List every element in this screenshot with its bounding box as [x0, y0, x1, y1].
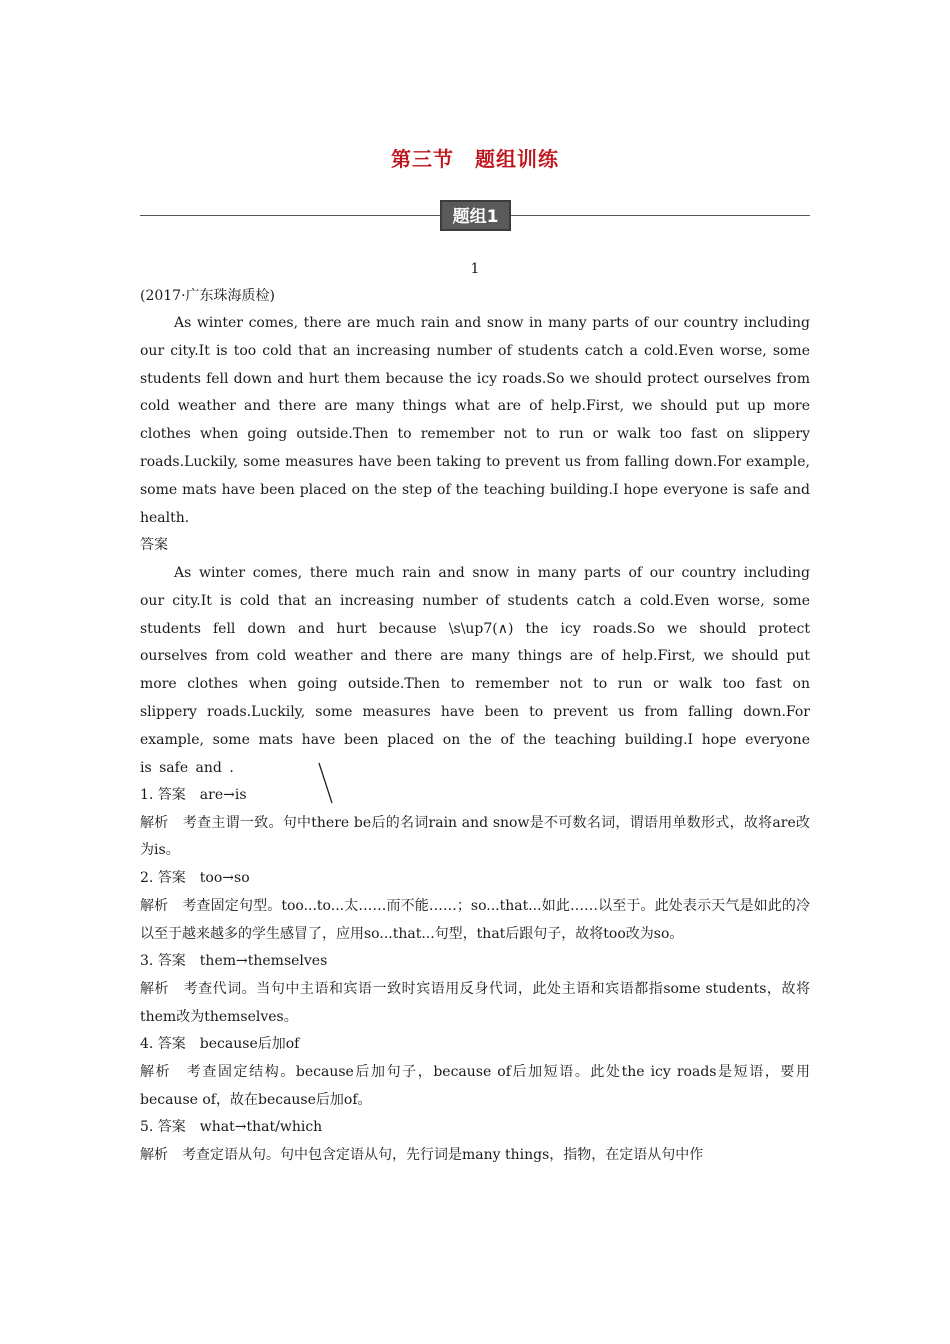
divider-right — [511, 215, 810, 216]
explanation-item: 解析 考查固定结构。because后加句子，because of后加短语。此处the icy roads是短语，要用because of，故在because后加of。 — [140, 1064, 810, 1108]
answer-passage: As winter comes, there much rain and snow in many parts of our country including our city.It is cold that an increasing number of students catch a cold.Even worse, some students fell down and hurt because \s\up7(∧) the icy roads.So we should protect ourselves from cold weather and there are many things are of help.First, we should put more clothes when going outside.Then to remember not to run or walk too fast on slippery roads.Luckily, some measures have been to prevent us from falling down.For example, some mats have been placed on the of the teaching building.I hope everyone is safe and . — [140, 565, 810, 776]
explanation-item: 解析 考查代词。当句中主语和宾语一致时宾语用反身代词，此处主语和宾语都指some students，故将them改为themselves。 — [140, 980, 810, 1025]
explanation-item: 解析 考查固定句型。too...to...太……而不能……；so...that...如此……以至于。此处表示天气是如此的冷以至于越来越多的学生感冒了，应用so...that...句型，that后跟句子，故将too改为so。 — [140, 897, 810, 942]
answer-item: 5. 答案 what→that/which — [140, 1119, 323, 1136]
answer-item: 1. 答案 are→is — [140, 787, 247, 803]
group-badge: 题组1 — [440, 200, 511, 231]
question-number: 1 — [470, 261, 480, 277]
answer-item: 4. 答案 because后加of — [140, 1036, 300, 1053]
answer-explanations — [140, 782, 810, 1170]
answer-item: 2. 答案 too→so — [140, 870, 250, 887]
divider-left — [140, 215, 440, 216]
section-title: 第三节 题组训练 — [391, 147, 559, 171]
answer-item: 3. 答案 them→themselves — [140, 953, 328, 970]
passage-paragraph: As winter comes, there are much rain and snow in many parts of our country including our city.It is too cold that an increasing number of students catch a cold.Even worse, some students fell down and hurt them because the icy roads.So we should protect ourselves from cold weather and there are many things what are of help.First, we should put up more clothes when going outside.Then to remember not to run or walk too fast on slippery roads.Luckily, some measures have been taking to prevent us from falling down.For example, some mats have been placed on the step of the teaching building.I hope everyone is safe and health. — [140, 315, 810, 526]
explanation-item: 解析 考查主谓一致。句中there be后的名词rain and snow是不可数名词，谓语用单数形式，故将are改为is。 — [140, 814, 810, 859]
source-note: (2017·广东珠海质检) — [140, 288, 276, 304]
answer-label: 答案 — [140, 537, 168, 553]
explanation-item: 解析 考查定语从句。句中包含定语从句，先行词是many things，指物，在定语从句中作 — [140, 1147, 704, 1164]
